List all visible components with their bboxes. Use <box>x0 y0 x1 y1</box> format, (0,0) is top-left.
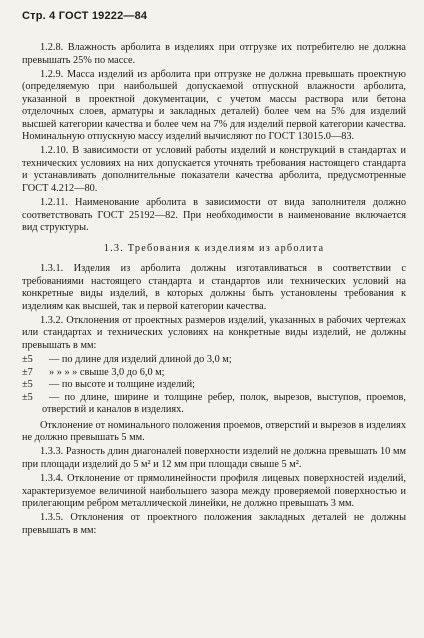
paragraph-1-3-2: 1.3.2. Отклонения от проектных размеров изделий, указанных в рабочих чертежах или стандартах и технических условиях на конкретные виды изделий, не должны превышать в мм: <box>22 314 406 352</box>
deviation-item <box>22 392 406 417</box>
deviation-item <box>22 379 406 392</box>
deviation-text: — по высоте и толщине изделий; <box>49 379 196 391</box>
paragraph-1-3-5: 1.3.5. Отклонения от проектного положения закладных деталей не должны превышать в мм: <box>22 512 406 536</box>
deviation-value: ±5 <box>22 354 33 366</box>
deviation-value: ±7 <box>22 366 33 378</box>
paragraph-1-2-10: 1.2.10. В зависимости от условий работы изделий и конструкций в стандартах и технических условиях на них допускается уточнять требования настоящего стандарта и устанавливать дополнительные показатели качества арболита, предусмотренные ГОСТ 4.212—80. <box>22 145 406 195</box>
section-title: 1.3. Требования к изделиям из арболита <box>103 242 325 254</box>
document-body <box>22 42 406 539</box>
paragraph-1-3-1: 1.3.1. Изделия из арболита должны изготавливаться в соответствии с требованиями настоящего стандарта и стандартов или технических условий на конкретные виды изделий, в которых должны быть установлены требования к изделиям как высшей, так и первой категории качества. <box>22 263 406 312</box>
paragraph-offset: Отклонение от номинального положения проемов, отверстий и вырезов в изделиях не должно превышать 5 мм. <box>22 419 406 444</box>
deviation-value: ±5 <box>22 379 33 391</box>
paragraph-1-3-3: 1.3.3. Разность длин диагоналей поверхности изделий не должна превышать 10 мм при площади изделий до 5 м² и 12 мм при площади свыше 5 м². <box>22 446 406 470</box>
deviation-text: » » » » свыше 3,0 до 6,0 м; <box>49 366 165 378</box>
paragraph-1-2-11: 1.2.11. Наименование арболита в зависимости от вида заполнителя должно соответствовать ГОСТ 25192—82. При необходимости в наименование включается вид структуры. <box>22 197 406 234</box>
paragraph-1-3-4: 1.3.4. Отклонение от прямолинейности профиля лицевых поверхностей изделий, характеризуемое величиной наибольшего зазора между проверяемой поверхностью и прилегающим ребром металлической линейки, не должно превышать 3 мм. <box>22 473 406 510</box>
paragraph-1-2-9: 1.2.9. Масса изделий из арболита при отгрузке не должна превышать проектную (определяемую при наибольшей допускаемой отпускной влажности арболита, указанной в проектной документации, с учетом массы раствора или бетона отделочных слоев, арматуры и закладных деталей) более чем на 5% для изделий высшей категории качества и более чем на 7% для изделий первой категории качества. Номинальную отпускную массу изделий вычисляют по ГОСТ 13015.0—83. <box>22 68 406 143</box>
deviation-text: — по длине для изделий длиной до 3,0 м; <box>49 354 232 366</box>
deviation-item <box>22 367 406 380</box>
paragraph-1-2-8: 1.2.8. Влажность арболита в изделиях при отгрузке их потребителю не должна превышать 25% по массе. <box>22 42 406 66</box>
deviation-item <box>22 354 406 367</box>
page-header: Стр. 4 ГОСТ 19222—84 <box>22 10 148 22</box>
deviation-text: — по длине, ширине и толщине ребер, полок, вырезов, выступов, проемов, отверстий и каналов в изделиях. <box>42 391 406 416</box>
deviation-value: ±5 <box>22 391 33 403</box>
